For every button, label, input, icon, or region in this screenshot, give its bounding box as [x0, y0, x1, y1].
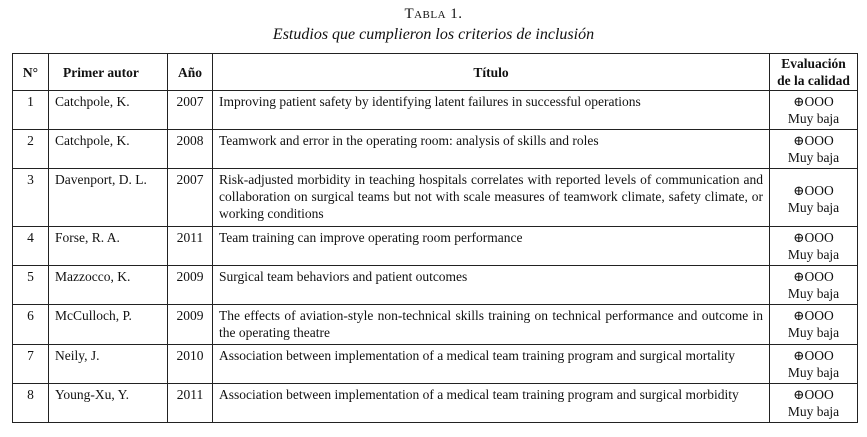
- header-titulo: Título: [213, 54, 770, 91]
- row-number: 5: [13, 266, 49, 305]
- row-year: 2008: [168, 130, 213, 169]
- quality-label: Muy baja: [787, 111, 840, 126]
- row-author: Davenport, D. L.: [49, 169, 168, 227]
- table-row: [13, 305, 858, 345]
- row-title: Improving patient safety by identifying latent failures in successful operations: [213, 91, 770, 130]
- row-title: Association between implementation of a medical team training program and surgical morbidity: [213, 384, 770, 423]
- row-title: Risk-adjusted morbidity in teaching hospitals correlates with reported levels of communication and collaboration on surgical teams but not with scale measures of teamwork climate, safety climate, or working conditions: [213, 169, 770, 227]
- row-number: 4: [13, 227, 49, 266]
- quality-label: Muy baja: [787, 325, 840, 340]
- row-year: 2009: [168, 266, 213, 305]
- table-caption-title: Estudios que cumplieron los criterios de inclusión: [272, 26, 595, 43]
- row-year: 2007: [168, 91, 213, 130]
- row-quality: [770, 305, 858, 345]
- row-year: 2007: [168, 169, 213, 227]
- row-quality: [770, 169, 858, 227]
- quality-rating-symbol: ⊕OOO: [793, 230, 834, 245]
- table-row: [13, 384, 858, 423]
- table-row: [13, 266, 858, 305]
- quality-label: Muy baja: [787, 365, 840, 380]
- row-quality: [770, 384, 858, 423]
- row-number: 7: [13, 345, 49, 384]
- row-author: Neily, J.: [49, 345, 168, 384]
- row-quality: [770, 345, 858, 384]
- row-number: 1: [13, 91, 49, 130]
- row-number: 2: [13, 130, 49, 169]
- table-caption-label: Tabla 1.: [404, 6, 463, 22]
- quality-label: Muy baja: [787, 404, 840, 419]
- table-row: [13, 169, 858, 227]
- header-n: N°: [13, 54, 49, 91]
- row-author: Catchpole, K.: [49, 91, 168, 130]
- quality-label: Muy baja: [787, 199, 840, 215]
- row-quality: [770, 266, 858, 305]
- row-author: Forse, R. A.: [49, 227, 168, 266]
- row-quality: [770, 227, 858, 266]
- quality-rating-symbol: ⊕OOO: [793, 94, 834, 109]
- table-row: [13, 130, 858, 169]
- row-title: Teamwork and error in the operating room: analysis of skills and roles: [213, 130, 770, 169]
- table-row: [13, 345, 858, 384]
- header-year: Año: [168, 54, 213, 91]
- quality-rating-symbol: ⊕OOO: [793, 387, 834, 402]
- row-author: Catchpole, K.: [49, 130, 168, 169]
- row-author: Mazzocco, K.: [49, 266, 168, 305]
- table-header-row: [13, 54, 858, 91]
- row-title: Association between implementation of a medical team training program and surgical mortality: [213, 345, 770, 384]
- quality-rating-symbol: ⊕OOO: [793, 348, 834, 363]
- quality-label: Muy baja: [787, 247, 840, 262]
- row-title: The effects of aviation-style non-technical skills training on technical performance and outcome in the operating theatre: [213, 305, 770, 345]
- quality-rating-symbol: ⊕OOO: [793, 133, 834, 148]
- quality-rating-symbol: ⊕OOO: [793, 269, 834, 284]
- row-number: 8: [13, 384, 49, 423]
- table-row: [13, 91, 858, 130]
- quality-rating-symbol: ⊕OOO: [793, 308, 834, 323]
- table-row: [13, 227, 858, 266]
- row-author: Young-Xu, Y.: [49, 384, 168, 423]
- quality-label: Muy baja: [787, 150, 840, 165]
- row-year: 2010: [168, 345, 213, 384]
- row-year: 2009: [168, 305, 213, 345]
- quality-rating-symbol: ⊕OOO: [793, 182, 834, 198]
- row-year: 2011: [168, 227, 213, 266]
- row-quality: [770, 91, 858, 130]
- row-author: McCulloch, P.: [49, 305, 168, 345]
- row-year: 2011: [168, 384, 213, 423]
- row-number: 3: [13, 169, 49, 227]
- header-evaluacion: Evaluación de la calidad: [770, 54, 858, 91]
- row-title: Team training can improve operating room performance: [213, 227, 770, 266]
- row-title: Surgical team behaviors and patient outcomes: [213, 266, 770, 305]
- row-number: 6: [13, 305, 49, 345]
- header-primer-autor: Primer autor: [49, 54, 168, 91]
- quality-label: Muy baja: [787, 286, 840, 301]
- row-quality: [770, 130, 858, 169]
- studies-table: [12, 53, 858, 423]
